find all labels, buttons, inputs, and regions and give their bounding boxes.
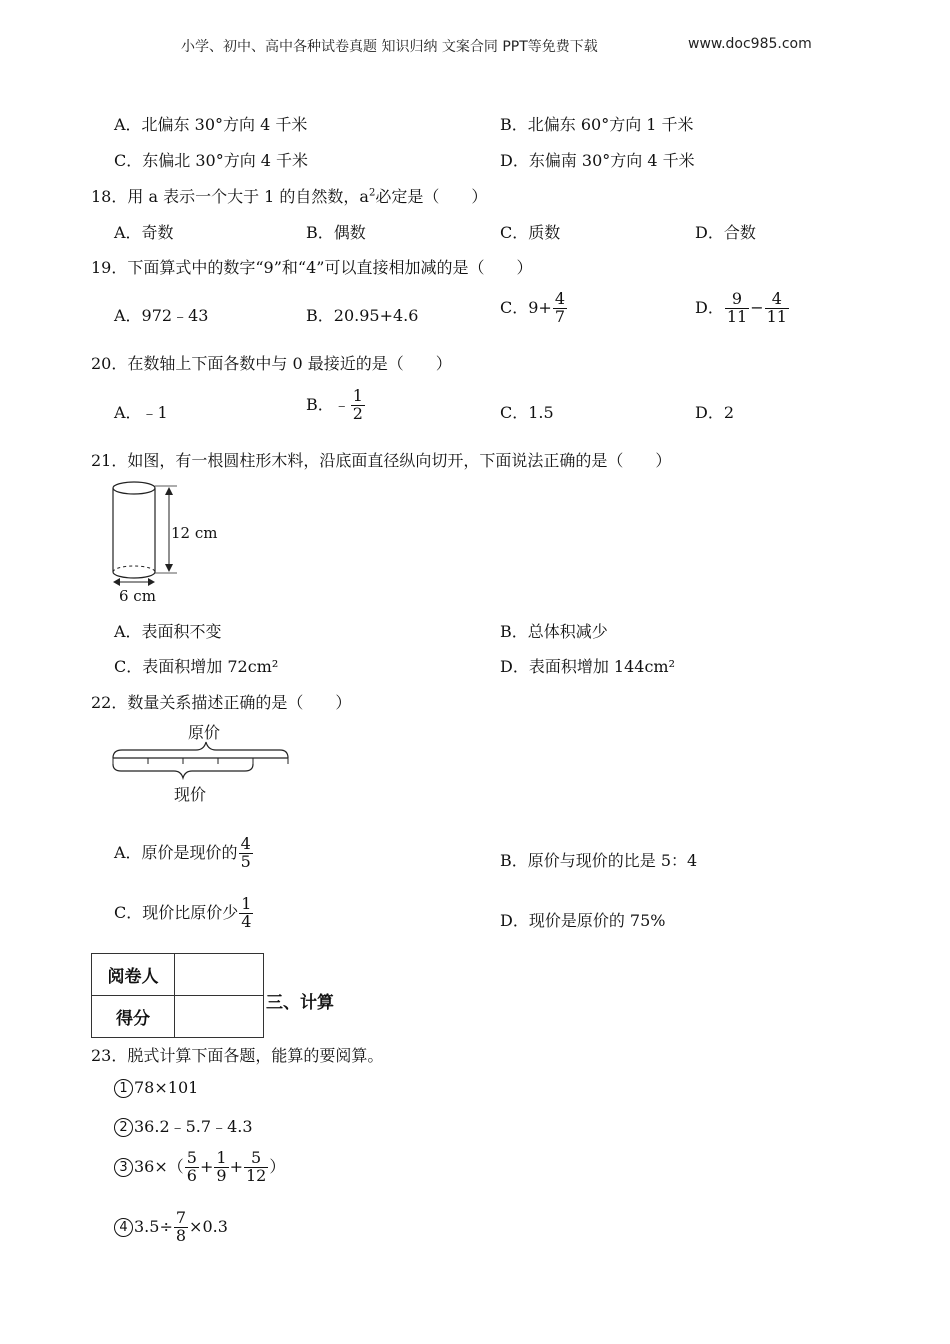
q17-option-b: B．北偏东 60°方向 1 千米 <box>500 115 694 134</box>
q21-option-a: A．表面积不变 <box>114 622 222 641</box>
q18-option-b: B．偶数 <box>306 223 366 242</box>
q20-option-b: B．﹣ $\frac{1}{2}$ <box>306 386 363 423</box>
q22-stem: 22．数量关系描述正确的是（ ） <box>91 693 352 712</box>
circled-number-3: 3 <box>114 1158 133 1177</box>
section-3-title: 三、计算 <box>266 993 334 1013</box>
cylinder-height-label: 12 cm <box>171 524 218 542</box>
q22-option-a: A．原价是现价的 $\frac{4}{5}$ <box>114 834 251 871</box>
q19-option-c: C．9+ $\frac{4}{7}$ <box>500 289 566 326</box>
q20-option-d: D．2 <box>695 403 735 422</box>
q19-option-d: D． $\frac{9}{11}$ − $\frac{4}{11}$ <box>695 289 787 326</box>
q23-item-3: 3 36×（ $\frac{5}{6}$ + $\frac{1}{9}$ + $\frac{5}{12}$ ） <box>114 1150 285 1185</box>
q20-option-a: A．﹣1 <box>114 403 168 422</box>
reviewer-cell[interactable] <box>175 954 264 996</box>
circled-number-4: 4 <box>114 1218 133 1237</box>
price-bar-diagram <box>108 738 298 782</box>
score-label: 得分 <box>92 996 175 1038</box>
q18-option-d: D．合数 <box>695 223 756 242</box>
q21-option-b: B．总体积减少 <box>500 622 608 641</box>
q21-option-d: D．表面积增加 144cm² <box>500 657 676 676</box>
q18-stem: 18．用 a 表示一个大于 1 的自然数，$a^2$必定是（ ） <box>91 187 488 206</box>
q22-option-c: C．现价比原价少 $\frac{1}{4}$ <box>114 894 252 931</box>
q17-option-c: C．东偏北 30°方向 4 千米 <box>114 151 309 170</box>
cylinder-diameter-label: 6 cm <box>119 587 156 605</box>
q18-option-a: A．奇数 <box>114 223 174 242</box>
q19-option-b: B．20.95+4.6 <box>306 306 419 325</box>
circled-number-1: 1 <box>114 1079 133 1098</box>
current-price-label: 现价 <box>174 785 207 804</box>
score-table <box>91 953 264 1038</box>
q17-option-a: A．北偏东 30°方向 4 千米 <box>114 115 308 134</box>
q20-stem: 20．在数轴上下面各数中与 0 最接近的是（ ） <box>91 354 452 373</box>
q17-option-d: D．东偏南 30°方向 4 千米 <box>500 151 695 170</box>
q20-option-c: C．1.5 <box>500 403 554 422</box>
header-banner-text: 小学、初中、高中各种试卷真题 知识归纳 文案合同 PPT等免费下载 <box>181 39 598 55</box>
header-url: www.doc985.com <box>688 36 812 52</box>
q18-option-c: C．质数 <box>500 223 561 242</box>
q23-item-1: 1 78×101 <box>114 1078 198 1098</box>
q22-option-d: D．现价是原价的 75% <box>500 911 666 930</box>
q21-option-c: C．表面积增加 72cm² <box>114 657 279 676</box>
q22-option-b: B．原价与现价的比是 5：4 <box>500 851 698 870</box>
original-price-label: 原价 <box>188 723 221 742</box>
q23-stem: 23．脱式计算下面各题，能算的要阅算。 <box>91 1046 384 1065</box>
q19-stem: 19．下面算式中的数字“9”和“4”可以直接相加减的是（ ） <box>91 258 533 277</box>
q23-item-4: 4 3.5÷ $\frac{7}{8}$ ×0.3 <box>114 1210 228 1245</box>
q21-stem: 21．如图，有一根圆柱形木料，沿底面直径纵向切开，下面说法正确的是（ ） <box>91 451 672 470</box>
circled-number-2: 2 <box>114 1118 133 1137</box>
q19-option-a: A．972﹣43 <box>114 306 209 325</box>
reviewer-label: 阅卷人 <box>92 954 175 996</box>
score-cell[interactable] <box>175 996 264 1038</box>
q23-item-2: 2 36.2﹣5.7﹣4.3 <box>114 1114 253 1137</box>
